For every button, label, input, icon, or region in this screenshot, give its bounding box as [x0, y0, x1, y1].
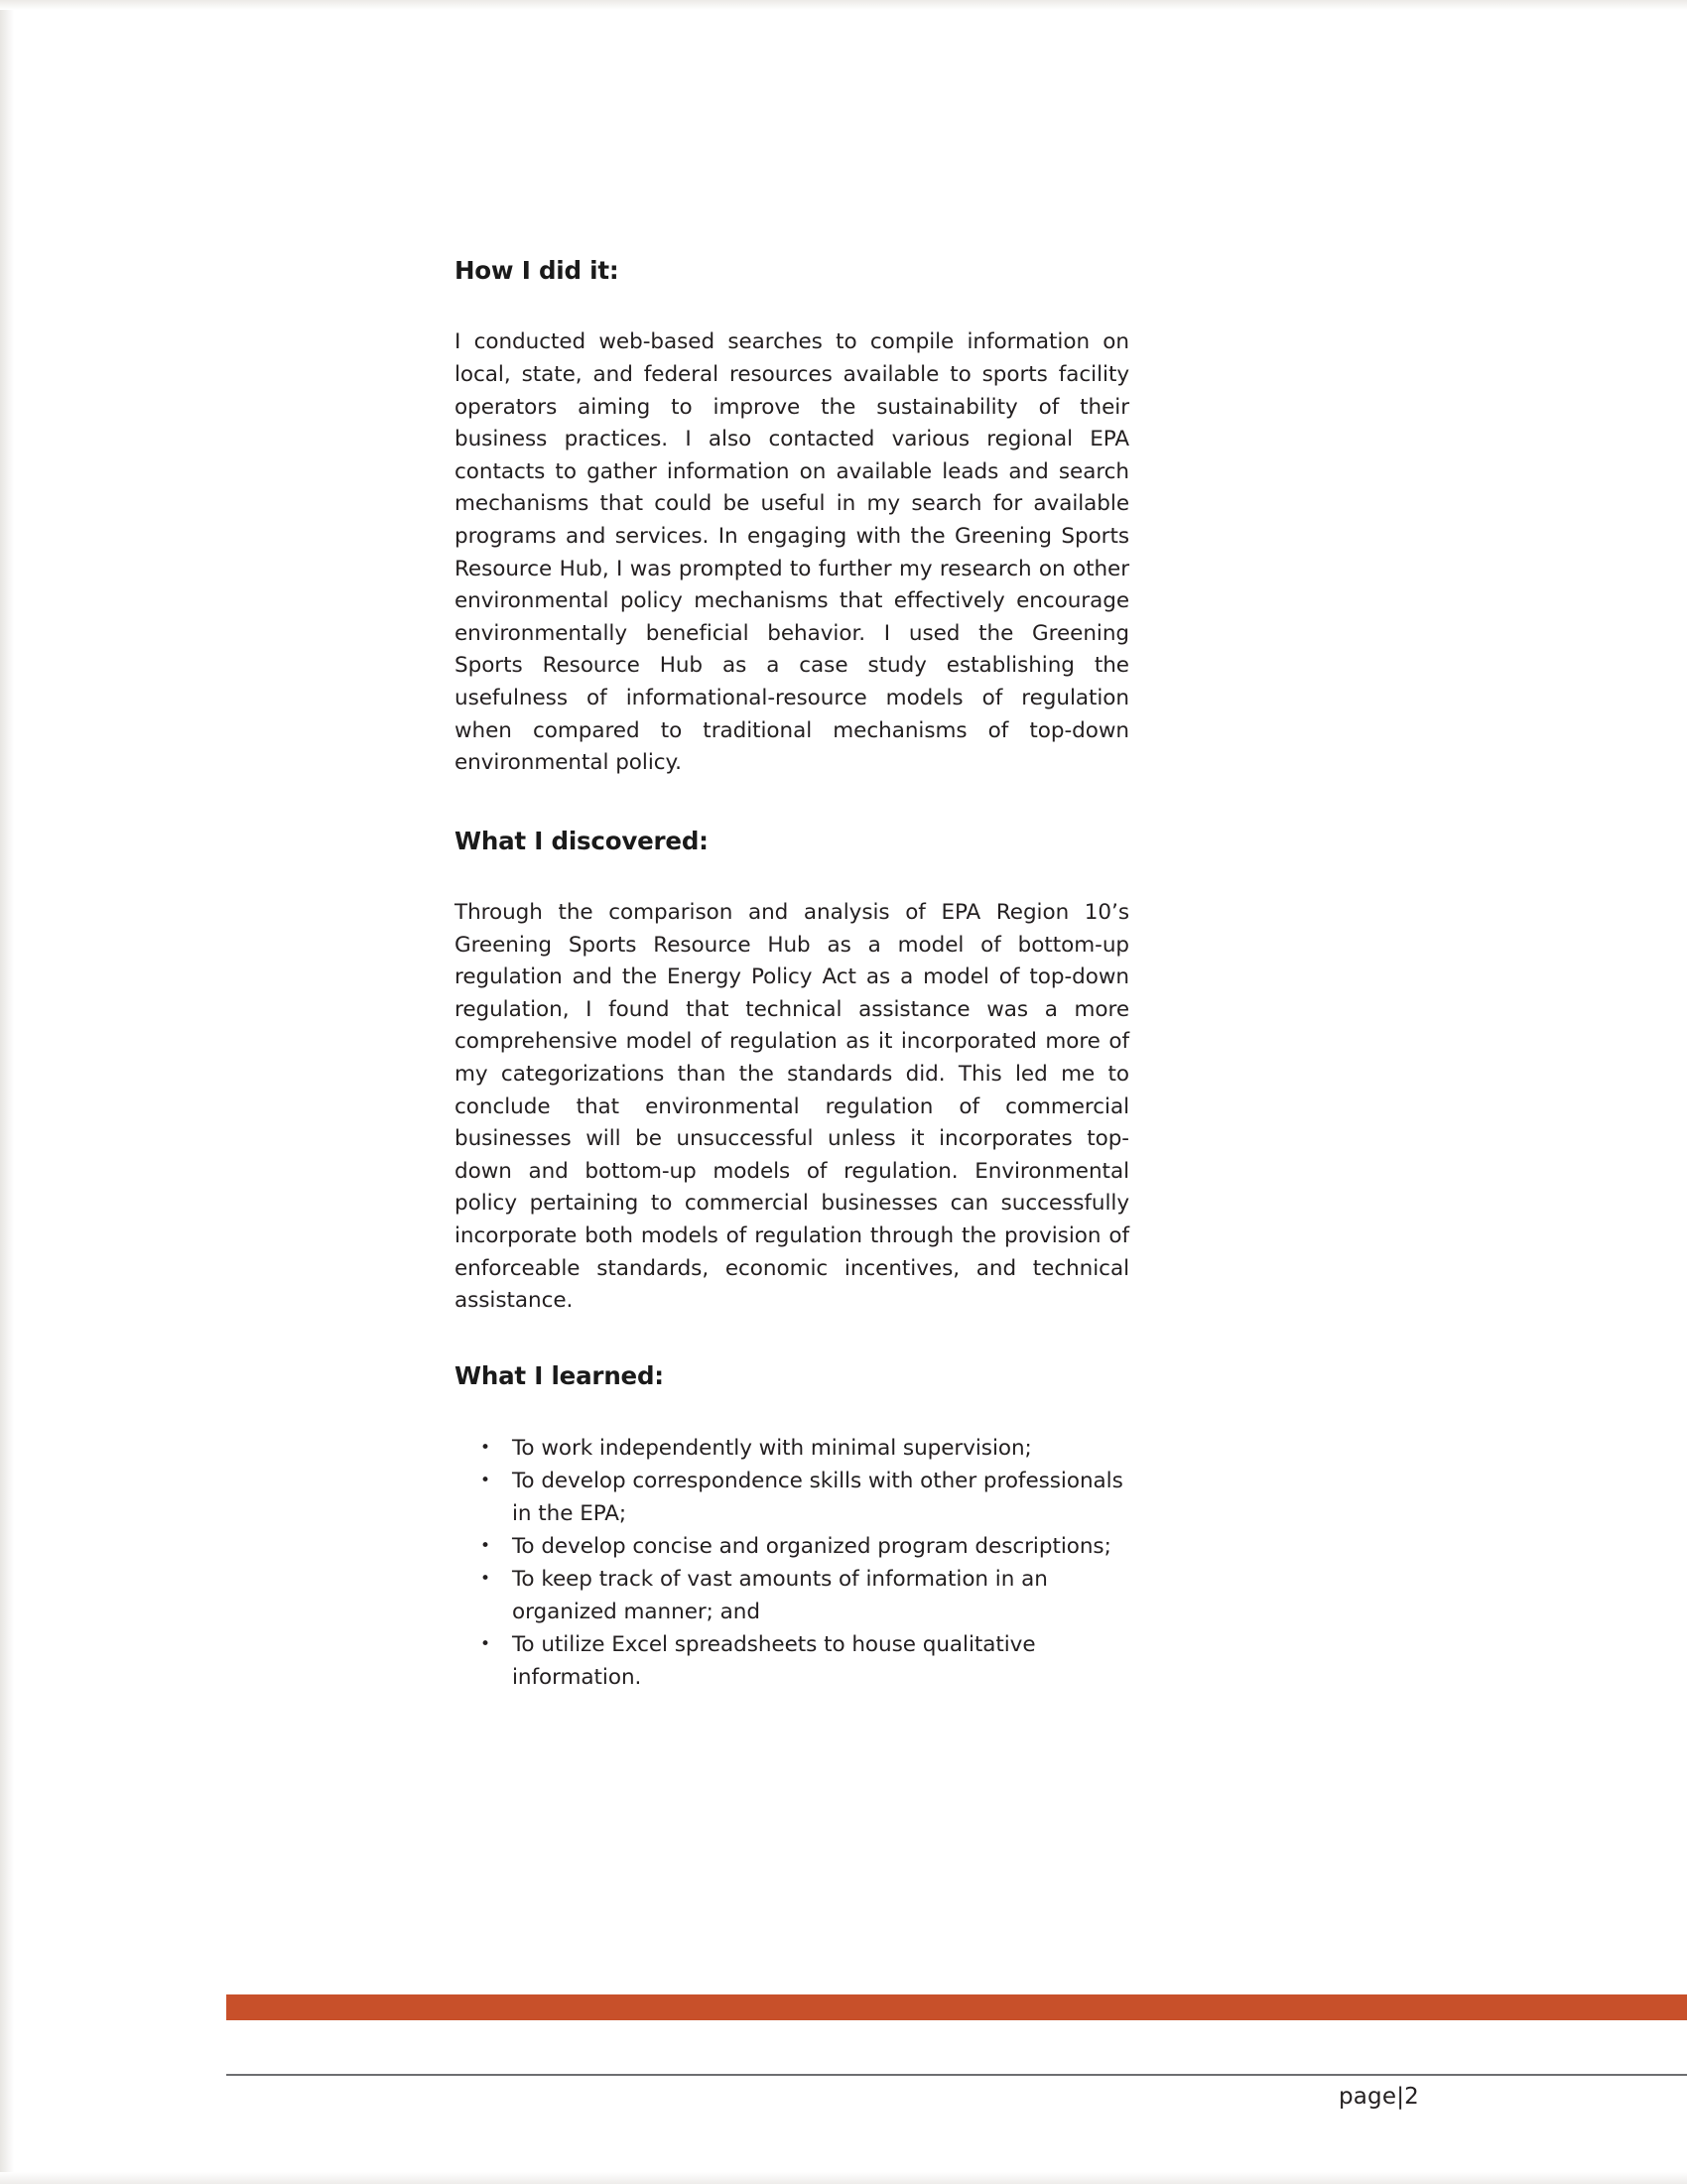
section-paragraph-what-i-discovered: Through the comparison and analysis of EPA Region 10’s Greening Sports Resource Hub as a model of bottom-up regulation and the Energy Policy Act as a model of top-down regulation, I found that technical assistance was a more comprehensive model of regulation as it incorporated more of my categorizations than the standards did. This led me to conclude that environmental regulation of commercial businesses will be unsuccessful unless it incorporates top-down and bottom-up models of regulation. Environmental policy pertaining to commercial businesses can successfully incorporate both models of regulation through the provision of enforceable standards, economic incentives, and technical assistance. — [454, 900, 1129, 1314]
spacer — [454, 285, 1129, 326]
footer-separator: | — [1396, 2084, 1405, 2110]
footer-label: page — [1338, 2084, 1397, 2110]
list-item-label: To develop concise and organized program descriptions; — [512, 1534, 1111, 1560]
footer-accent-bar — [226, 1994, 1687, 2020]
list-item — [476, 1465, 1129, 1530]
page-edge-shadow-top — [0, 0, 1687, 10]
list-item — [476, 1530, 1129, 1563]
what-i-learned-list — [454, 1432, 1129, 1694]
page-edge-shadow-bottom — [0, 2172, 1687, 2184]
bullet-icon: • — [480, 1569, 490, 1590]
spacer — [454, 855, 1129, 897]
spacer — [454, 1318, 1129, 1361]
list-item — [476, 1563, 1129, 1628]
footer-page-number — [0, 2084, 1419, 2110]
spacer — [454, 780, 1129, 827]
list-item — [476, 1628, 1129, 1694]
bullet-icon: • — [480, 1536, 490, 1557]
bullet-icon: • — [480, 1438, 490, 1459]
section-heading-how-i-did-it: How I did it: — [454, 256, 619, 285]
section-paragraph-how-i-did-it: I conducted web-based searches to compile information on local, state, and federal resources available to sports facility operators aiming to improve the sustainability of their business practices. I also contacted various regional EPA contacts to gather information on available leads and search mechanisms that could be useful in my search for available programs and services. In engaging with the Greening Sports Resource Hub, I was prompted to further my research on other environmental policy mechanisms that effectively encourage environmentally beneficial behavior. I used the Greening Sports Resource Hub as a case study establishing the usefulness of informational-resource models of regulation when compared to traditional mechanisms of top-down environmental policy. — [454, 329, 1129, 776]
page-edge-shadow-left — [0, 0, 14, 2184]
bullet-icon: • — [480, 1634, 490, 1655]
section-heading-what-i-learned: What I learned: — [454, 1360, 664, 1390]
bullet-icon: • — [480, 1471, 490, 1491]
footer-page-value: 2 — [1404, 2084, 1419, 2110]
list-item — [476, 1432, 1129, 1465]
list-item-label: To utilize Excel spreadsheets to house qualitative information. — [512, 1632, 1036, 1691]
document-body — [454, 256, 1129, 1694]
section-heading-what-i-discovered: What I discovered: — [454, 826, 709, 855]
spacer — [454, 1390, 1129, 1432]
list-item-label: To work independently with minimal supervision; — [512, 1436, 1032, 1462]
list-item-label: To develop correspondence skills with other professionals in the EPA; — [512, 1469, 1123, 1527]
list-item-label: To keep track of vast amounts of information in an organized manner; and — [512, 1567, 1048, 1625]
footer-divider — [226, 2074, 1687, 2076]
